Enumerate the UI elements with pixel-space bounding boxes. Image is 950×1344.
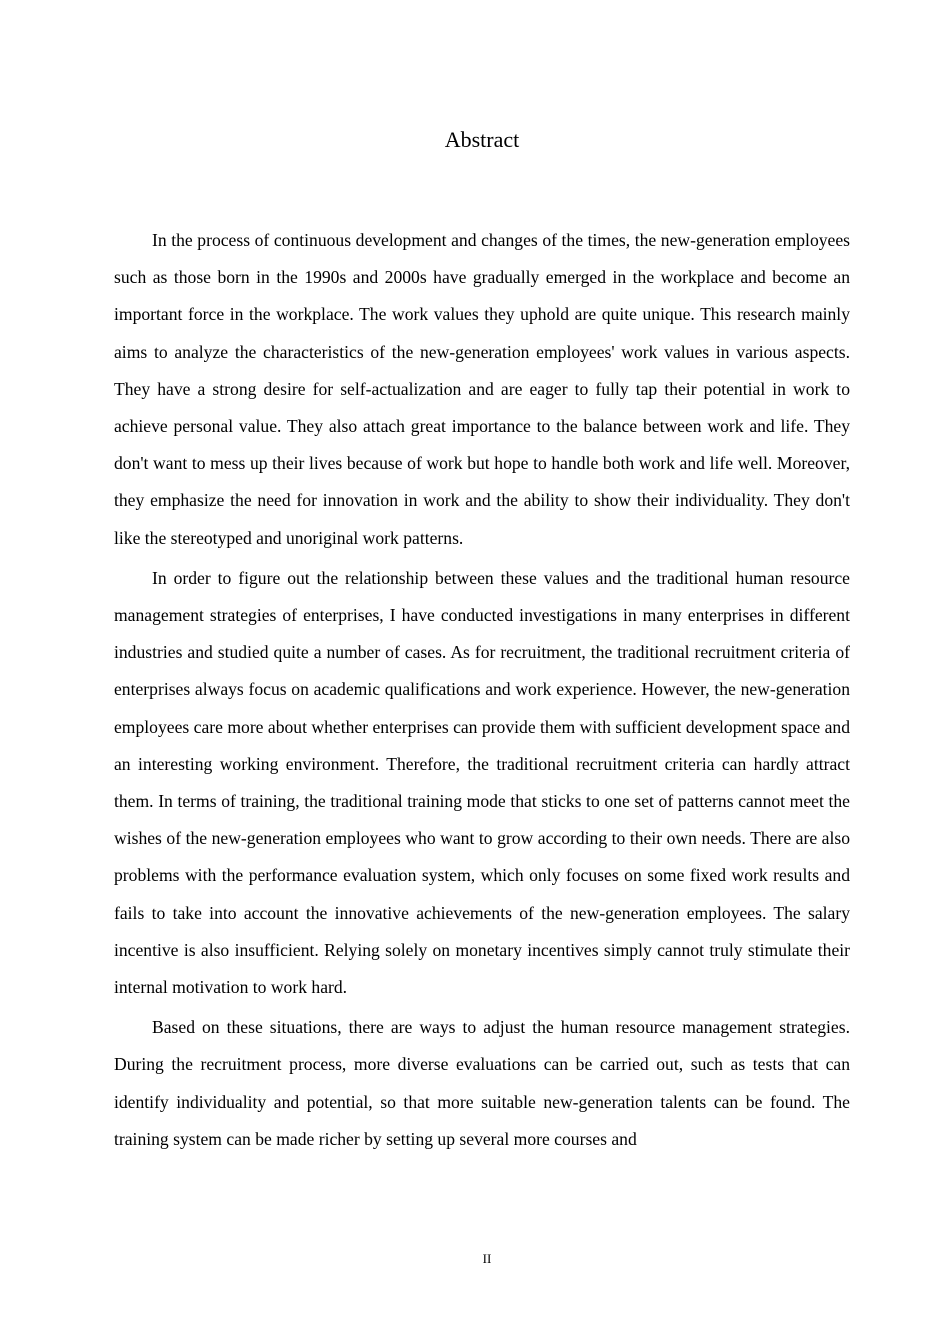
page-number: II: [482, 1251, 492, 1266]
paragraph: In order to figure out the relationship between these values and the traditional human resource management strategies of enterprises, I have conducted investigations in many enterprises in different industries and studied quite a number of cases. As for recruitment, the traditional recruitment criteria of enterprises always focus on academic qualifications and work experience. However, the new-generation employees care more about whether enterprises can provide them with sufficient development space and an interesting working environment. Therefore, the traditional recruitment criteria can hardly attract them. In terms of training, the traditional training mode that sticks to one set of patterns cannot meet the wishes of the new-generation employees who want to grow according to their own needs. There are also problems with the performance evaluation system, which only focuses on some fixed work results and fails to take into account the innovative achievements of the new-generation employees. The salary incentive is also insufficient. Relying solely on monetary incentives simply cannot truly stimulate their internal motivation to work hard.: [114, 567, 850, 998]
abstract-body: [114, 222, 850, 1161]
paragraph: In the process of continuous development and changes of the times, the new-generation employees such as those born in the 1990s and 2000s have gradually emerged in the workplace and become an important force in the workplace. The work values they uphold are quite unique. This research mainly aims to analyze the characteristics of the new-generation employees' work values in various aspects. They have a strong desire for self-actualization and are eager to fully tap their potential in work to achieve personal value. They also attach great importance to the balance between work and life. They don't want to mess up their lives because of work but hope to handle both work and life well. Moreover, they emphasize the need for innovation in work and the ability to show their individuality. They don't like the stereotyped and unoriginal work patterns.: [114, 230, 850, 548]
page-title: Abstract: [444, 127, 520, 152]
paragraph: Based on these situations, there are ways to adjust the human resource management strategies. During the recruitment process, more diverse evaluations can be carried out, such as tests that can identify individuality and potential, so that more suitable new-generation talents can be found. The training system can be made richer by setting up several more courses and: [114, 1017, 850, 1149]
